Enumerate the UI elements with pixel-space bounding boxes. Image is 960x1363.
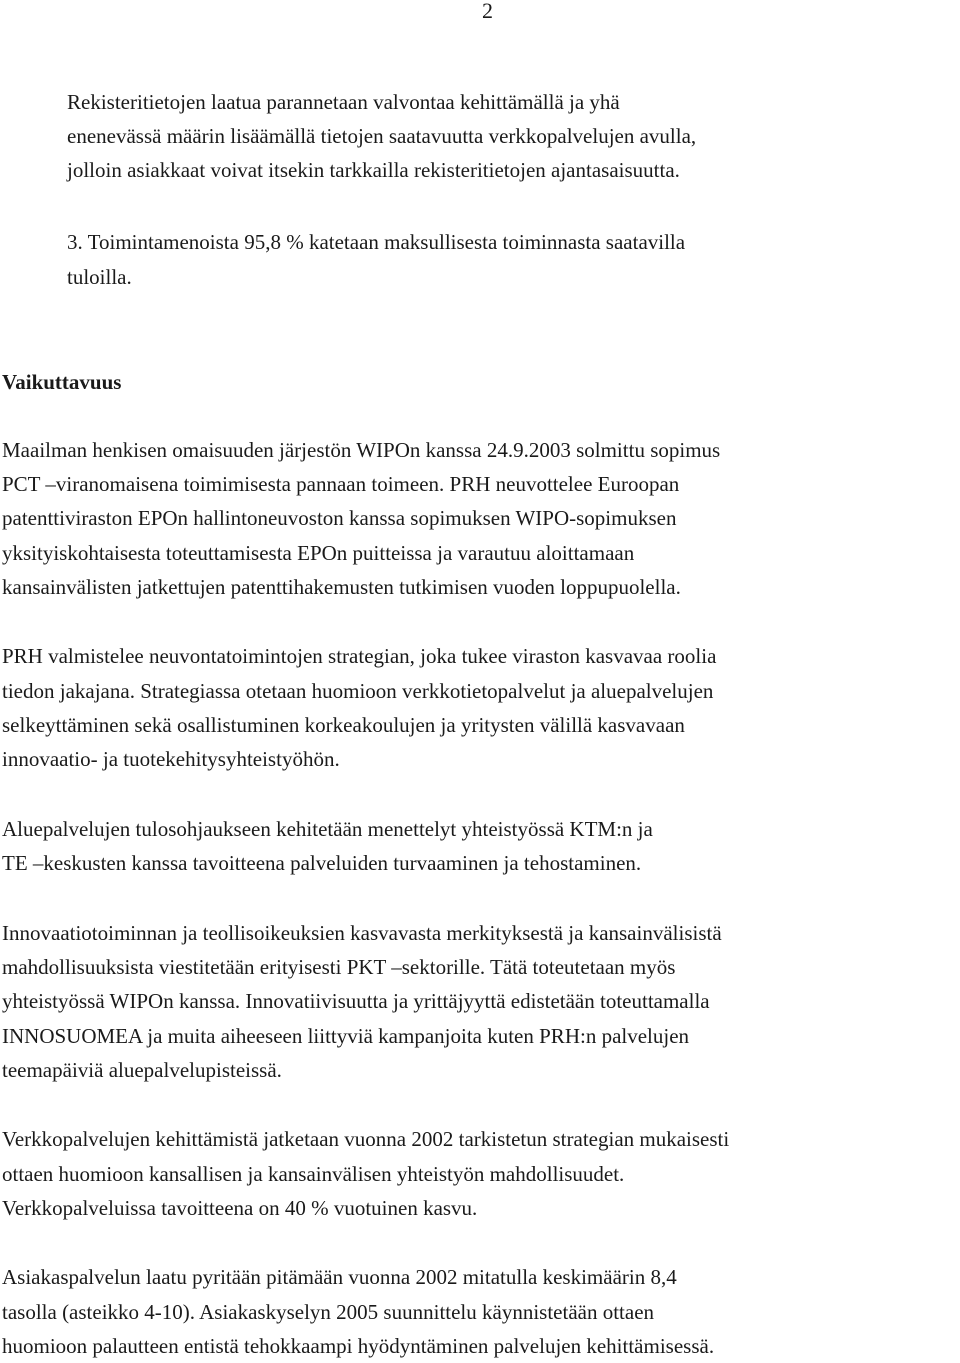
text-line: PCT –viranomaisena toimimisesta pannaan toimeen. PRH neuvottelee Euroopan [2,472,680,496]
text-line: INNOSUOMEA ja muita aiheeseen liittyviä kampanjoita kuten PRH:n palvelujen [2,1024,690,1048]
text-line: Verkkopalvelujen kehittämistä jatketaan vuonna 2002 tarkistetun strategian mukaisesti [2,1127,730,1151]
text-line: tuloilla. [67,265,132,289]
text-line: jolloin asiakkaat voivat itsekin tarkkailla rekisteritietojen ajantasaisuutta. [67,158,680,182]
text-line: yhteistyössä WIPOn kanssa. Innovatiivisuutta ja yrittäjyyttä edistetään toteuttamalla [2,989,710,1013]
text-line: kansainvälisten jatkettujen patenttihakemusten tutkimisen vuoden loppupuolella. [2,575,681,599]
text-line: innovaatio- ja tuotekehitysyhteistyöhön. [2,747,340,771]
text-line: selkeyttäminen sekä osallistuminen korkeakoulujen ja yritysten välillä kasvavaan [2,713,685,737]
text-line: enenevässä määrin lisäämällä tietojen saatavuutta verkkopalvelujen avulla, [67,124,697,148]
text-line: tiedon jakajana. Strategiassa otetaan huomioon verkkotietopalvelut ja aluepalvelujen [2,679,714,703]
text-line: ottaen huomioon kansallisen ja kansainvälisen yhteistyön mahdollisuudet. [2,1162,625,1186]
text-line: teemapäiviä aluepalvelupisteissä. [2,1058,282,1082]
text-line: huomioon palautteen entistä tehokkaampi hyödyntäminen palvelujen kehittämisessä. [2,1334,715,1358]
text-line: Innovaatiotoiminnan ja teollisoikeuksien kasvavasta merkityksestä ja kansainvälisistä [2,921,722,945]
text-line: yksityiskohtaisesta toteuttamisesta EPOn puitteissa ja varautuu aloittamaan [2,541,635,565]
text-line: Verkkopalveluissa tavoitteena on 40 % vuotuinen kasvu. [2,1196,478,1220]
text-line: tasolla (asteikko 4-10). Asiakaskyselyn 2005 suunnittelu käynnistetään ottaen [2,1300,655,1324]
page-number: 2 [482,0,493,23]
text-line: Maailman henkisen omaisuuden järjestön WIPOn kanssa 24.9.2003 solmittu sopimus [2,438,721,462]
text-line: patenttiviraston EPOn hallintoneuvoston kanssa sopimuksen WIPO-sopimuksen [2,506,677,530]
text-line: PRH valmistelee neuvontatoimintojen strategian, joka tukee viraston kasvavaa roolia [2,644,717,668]
text-line: Aluepalvelujen tulosohjaukseen kehitetään menettelyt yhteistyössä KTM:n ja [2,817,653,841]
section-heading: Vaikuttavuus [2,370,122,394]
text-line: TE –keskusten kanssa tavoitteena palveluiden turvaaminen ja tehostaminen. [2,851,642,875]
text-line: Rekisteritietojen laatua parannetaan valvontaa kehittämällä ja yhä [67,90,620,114]
text-line: Asiakaspalvelun laatu pyritään pitämään vuonna 2002 mitatulla keskimäärin 8,4 [2,1265,677,1289]
text-line: mahdollisuuksista viestitetään erityisesti PKT –sektorille. Tätä toteutetaan myös [2,955,676,979]
text-line: 3. Toimintamenoista 95,8 % katetaan maksullisesta toiminnasta saatavilla [67,230,686,254]
